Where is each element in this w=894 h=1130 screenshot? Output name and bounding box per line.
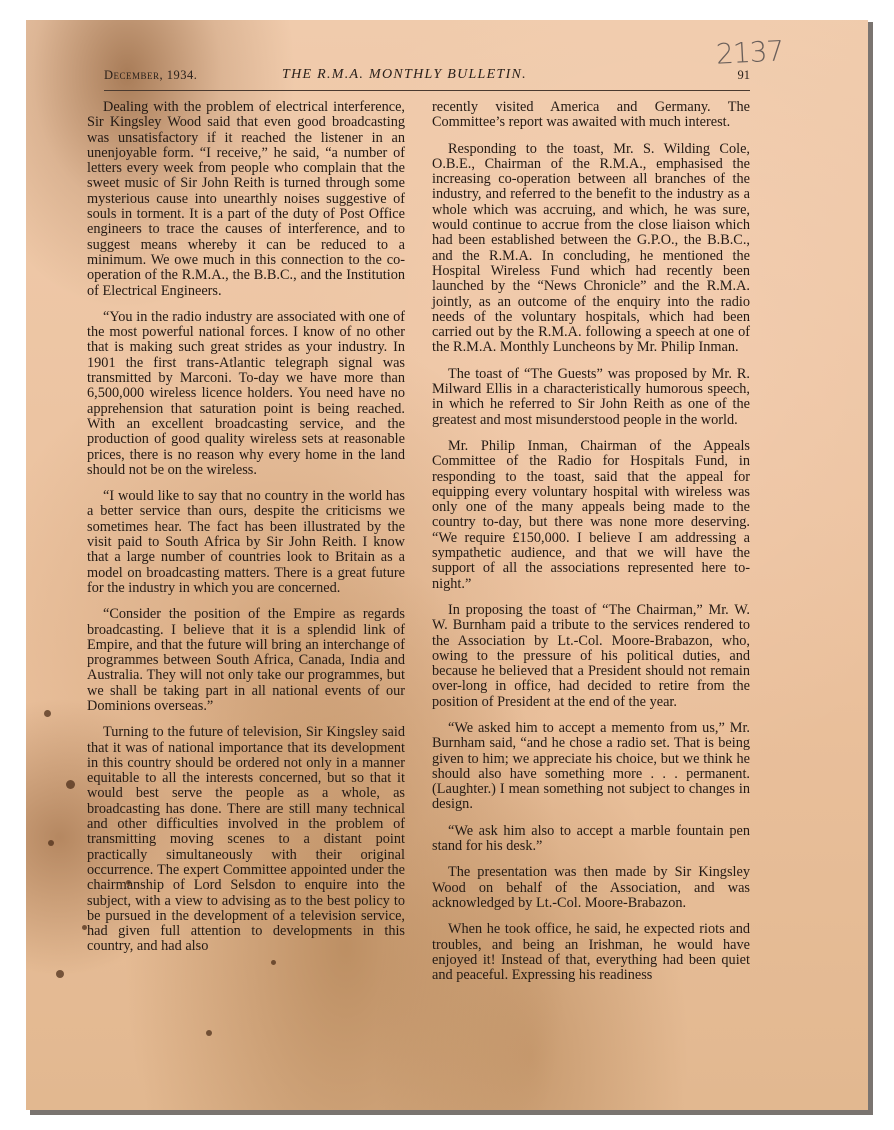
paragraph: The toast of “The Guests” was proposed by Mr. R. Milward Ellis in a characteristically humorous speech, in which he referred to Sir John Reith as one of the greatest and most misunderstood people in the world. [432, 365, 750, 428]
paragraph: When he took office, he said, he expected riots and troubles, and being an Irishman, he would have enjoyed it! Instead of that, everything had been quiet and peaceful. Expressing his readiness [432, 921, 750, 984]
paragraph: In proposing the toast of “The Chairman,” Mr. W. W. Burnham paid a tribute to the services rendered to the Association by Lt.-Col. Moore-Brabazon, who, owing to the pressure of his political duties, and because he believed that a President should not remain over-long in office, had decided to retire from the position of President at the end of the year. [432, 601, 750, 710]
paragraph: “Consider the position of the Empire as regards broadcasting. I believe that it is a splendid link of Empire, and that the future will bring an interchange of programmes between South Africa, Canada, India and Australia. They will not only take our programmes, but we shall be taking part in all national events of our Dominions overseas.” [87, 606, 405, 714]
header-date: December, 1934. [104, 68, 198, 82]
stain-spot [206, 1030, 212, 1036]
left-column [87, 100, 405, 966]
header-title: THE R.M.A. MONTHLY BULLETIN. [282, 67, 527, 82]
paragraph: Responding to the toast, Mr. S. Wilding Cole, O.B.E., Chairman of the R.M.A., emphasised the increasing co-operation between all branches of the industry, and referred to the benefit to the industry as a whole which was accruing, and which, he was sure, would continue to accrue from the close liaison which had been established between the G.P.O., the B.B.C., and the R.M.A. In concluding, he mentioned the Hospital Wireless Fund which had recently been launched by the “News Chronicle” and the R.M.A. jointly, as an outcome of the enquiry into the radio needs of the voluntary hospitals, which had been carried out by the R.M.A. following a speech at one of the R.M.A. Monthly Luncheons by Mr. Philip Inman. [432, 140, 750, 356]
paragraph: “We ask him also to accept a marble fountain pen stand for his desk.” [432, 822, 750, 855]
paragraph: “You in the radio industry are associated with one of the most powerful national forces. I know of no other that is making such great strides as your industry. In 1901 the first trans-Atlantic telegraph signal was transmitted by Marconi. To-day we have more than 6,500,000 wireless licence holders. You need have no apprehension that saturation point is being reached. With an excellent broadcasting service, and the production of good quality wireless sets at reasonable prices, there is no reason why every home in the land should not be on the wireless. [87, 308, 405, 478]
paragraph: “We asked him to accept a memento from us,” Mr. Burnham said, “and he chose a radio set. That is being given to him; we appreciate his choice, but we think he should also have something more . . . permanent. (Laughter.) I mean something not subject to changes in design. [432, 719, 750, 813]
right-column [432, 100, 750, 994]
paragraph: “I would like to say that no country in the world has a better service than ours, despite the criticisms we sometimes hear. The fact has been illustrated by the visit paid to South Africa by Sir John Reith. I know that a large number of countries look to Britain as a model on broadcasting matters. There is a great future for the industry in which you are concerned. [87, 488, 405, 596]
stain-spot [48, 840, 54, 846]
handwritten-annotation: 2137 [715, 34, 785, 71]
stain-spot [66, 780, 75, 789]
paragraph: The presentation was then made by Sir Kingsley Wood on behalf of the Association, and was acknowledged by Lt.-Col. Moore-Brabazon. [432, 864, 750, 911]
paragraph: Turning to the future of television, Sir Kingsley said that it was of national importance that its development in this country should be ordered not only in a manner equitable to all the interests concerned, but so that it would best serve the people as a whole, as broadcasting has done. There are still many technical and other difficulties involved in the problem of transmitting moving scenes to a distant point practically simultaneously with their original occurrence. The expert Committee appointed under the chairmanship of Lord Selsdon to enquire into the subject, with a view to advising as to the best policy to be pursued in the development of a television service, had given full attention to developments in this country, and had also [87, 724, 405, 955]
paragraph-continuation: recently visited America and Germany. The Committee’s report was awaited with much interest. [432, 99, 750, 131]
paragraph: Mr. Philip Inman, Chairman of the Appeals Committee of the Radio for Hospitals Fund, in responding to the toast, said that the appeal for equipping every voluntary hospital with wireless was only one of the many appeals being made to the country to-day, but there was none more deserving. “We require £150,000. I believe I am addressing a sympathetic audience, and that we will have the support of all the associations represented here to-night.” [432, 437, 750, 592]
page-number: 91 [737, 68, 750, 82]
stain-spot [44, 710, 51, 717]
paragraph: Dealing with the problem of electrical interference, Sir Kingsley Wood said that even good broadcasting was unsatisfactory if it reached the listener in an unenjoyable form. “I receive,” he said, “a number of letters every week from people who complain that the sweet music of Sir John Reith is turned through some mysterious cause into unearthly noises suggestive of souls in torment. It is a part of the duty of Post Office engineers to trace the causes of interference, and to suggest means whereby it can be reduced to a minimum. We owe much in this connection to the co-operation of the R.M.A., the B.B.C., and the Institution of Electrical Engineers. [87, 99, 405, 299]
running-header [104, 68, 750, 91]
stain-spot [56, 970, 64, 978]
